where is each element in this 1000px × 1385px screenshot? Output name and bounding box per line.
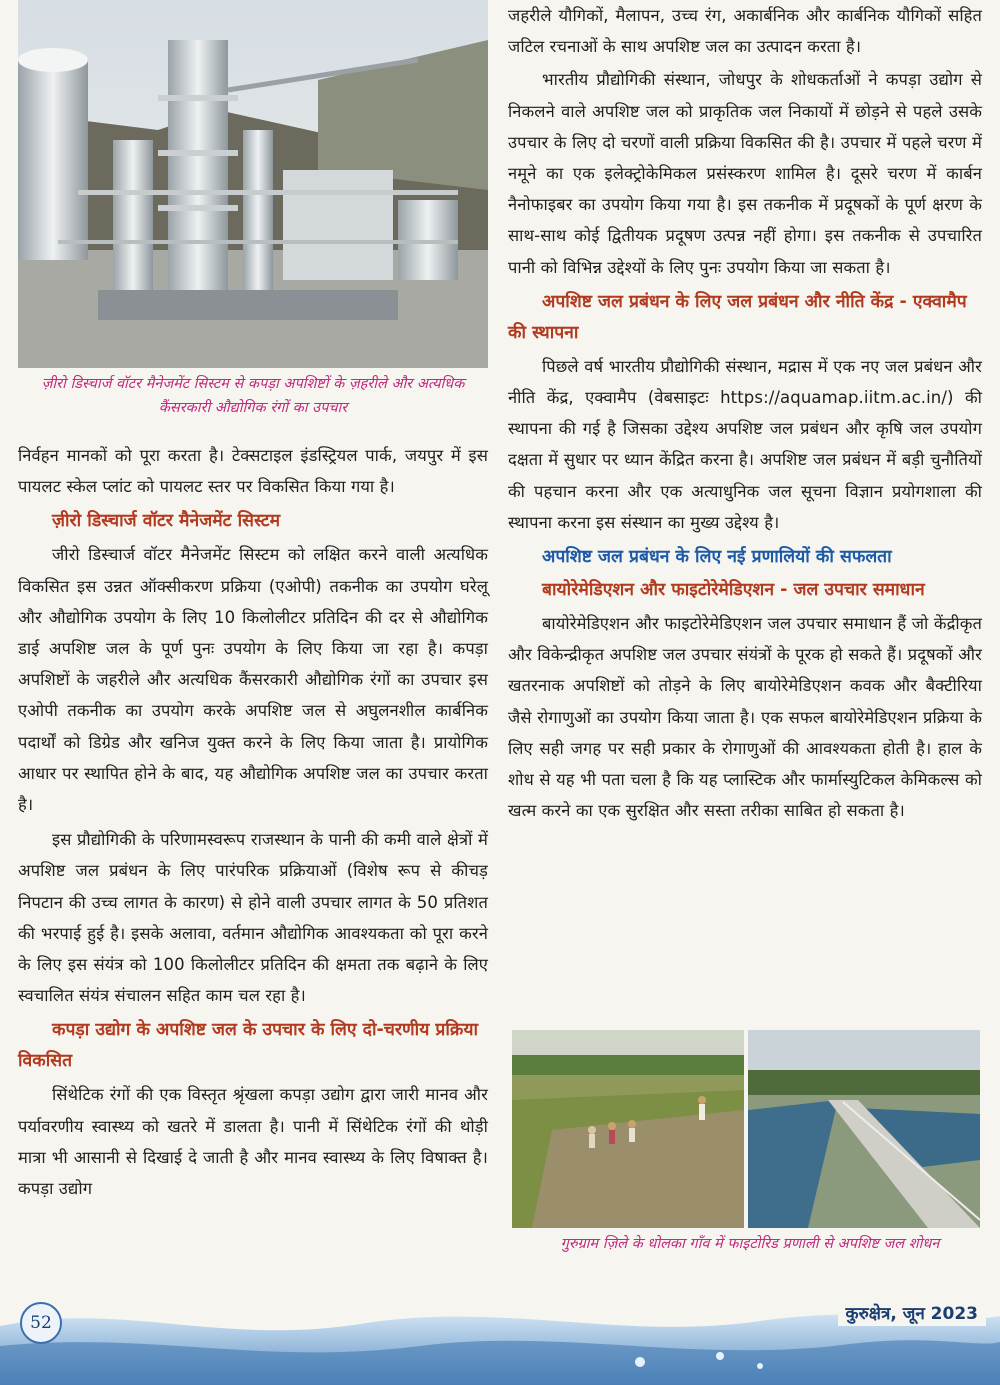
- left-paragraph-2: जीरो डिस्चार्ज वॉटर मैनेजमेंट सिस्टम को लक्षित करने वाली अत्यधिक विकसित इस उन्नत ऑक्सीकरण प्रक्रिया (एओपी) तकनीक का उपयोग घरेलू और औद्योगिक उपयोग के लिए 10 किलोलीटर प्रतिदिन की दर से औद्योगिक डाई अपशिष्ट जल के पूर्ण पुनः उपयोग के लिए किया जा रहा है। कपड़ा अपशिष्टों के जहरीले और अत्यधिक कैंसरकारी औद्योगिक रंगों का उपचार इस एओपी तकनीक का उपयोग करके अपशिष्ट जल से अघुलनशील कार्बनिक पदार्थों को डिग्रेड और खनिज युक्त करने के लिए किया जाता है। प्रायोगिक आधार पर स्थापित होने के बाद, यह औद्योगिक अपशिष्ट जल का उपचार करता है।: [18, 545, 488, 815]
- right-paragraph-1: जहरीले यौगिकों, मैलापन, उच्च रंग, अकार्बनिक और कार्बनिक यौगिकों सहित जटिल रचनाओं के साथ अपशिष्ट जल का उत्पादन करता है।: [508, 6, 982, 57]
- left-paragraph-4: सिंथेटिक रंगों की एक विस्तृत श्रृंखला कपड़ा उद्योग द्वारा जारी मानव और पर्यावरणीय स्वास्थ्य को खतरे में डालता है। पानी में सिंथेटिक रंगों की थोड़ी मात्रा भी आसानी से दिखाई दे जाती है और मानव स्वास्थ्य के लिए विषाक्त है। कपड़ा उद्योग: [18, 1085, 488, 1199]
- left-column: [18, 440, 488, 1204]
- right-paragraph-2: भारतीय प्रौद्योगिकी संस्थान, जोधपुर के शोधकर्ताओं ने कपड़ा उद्योग से निकलने वाले अपशिष्ट जल को प्राकृतिक जल निकायों में छोड़ने से पहले उसके उपचार के लिए दो चरणों वाली प्रक्रिया विकसित की है। उपचार में पहले चरण में नमूने का एक इलेक्ट्रोकेमिकल प्रसंस्करण शामिल है। दूसरे चरण में कार्बन नैनोफाइबर का उपयोग किया गया है। इस तकनीक में प्रदूषकों के पूर्ण क्षरण के साथ-साथ कोई द्वितीयक प्रदूषण उत्पन्न नहीं होगा। इस तकनीक से उपचारित पानी को विभिन्न उद्देश्यों के लिए पुनः उपयोग किया जा सकता है।: [508, 70, 982, 277]
- heading-new-systems: अपशिष्ट जल प्रबंधन के लिए नई प्रणालियों की सफलता: [542, 547, 892, 568]
- industrial-plant-photo: [18, 0, 488, 368]
- right-column: [508, 0, 982, 826]
- magazine-issue: कुरुक्षेत्र, जून 2023: [838, 1299, 986, 1326]
- pond-illustration: [748, 1030, 980, 1228]
- treatment-pond-photo: [748, 1030, 980, 1228]
- left-paragraph-3: इस प्रौद्योगिकी के परिणामस्वरूप राजस्थान के पानी की कमी वाले क्षेत्रों में अपशिष्ट जल प्रबंधन के लिए पारंपरिक प्रक्रियाओं (विशेष रूप से कीचड़ निपटान की उच्च लागत के कारण) से होने वाली उपचार लागत के 50 प्रतिशत की भरपाई हुई है। इसके अलावा, वर्तमान औद्योगिक आवश्यकता को पूरा करने के लिए इस संयंत्र को 100 किलोलीटर प्रतिदिन की क्षमता तक बढ़ाने के लिए स्वचालित संयंत्र संचालन सहित काम चल रहा है।: [18, 830, 488, 1006]
- right-paragraph-4: बायोरेमेडिएशन और फाइटोरेमेडिएशन जल उपचार समाधान हैं जो केंद्रीकृत और विकेन्द्रीकृत अपशिष्ट जल उपचार संयंत्रों के पूरक हो सकते हैं। प्रदूषकों और खतरनाक अपशिष्टों को तोड़ने के लिए बायोरेमेडिएशन कवक और बैक्टीरिया जैसे रोगाणुओं का उपयोग किया जाता है। एक सफल बायोरेमेडिएशन प्रक्रिया के लिए सही जगह पर सही प्रकार के रोगाणुओं की आवश्यकता होती है। हाल के शोध से यह भी पता चला है कि यह प्लास्टिक और फार्मास्युटिकल केमिकल्स को खत्म करने का एक सुरक्षित और सस्ता तरीका साबित हो सकता है।: [508, 614, 982, 821]
- page-number: 52: [20, 1302, 62, 1344]
- left-paragraph-1: निर्वहन मानकों को पूरा करता है। टेक्सटाइल इंडस्ट्रियल पार्क, जयपुर में इस पायलट स्केल प्लांट को पायलट स्तर पर विकसित किया गया है।: [18, 446, 488, 497]
- right-paragraph-3: पिछले वर्ष भारतीय प्रौद्योगिकी संस्थान, मद्रास में एक नए जल प्रबंधन और नीति केंद्र, एक्वामैप (वेबसाइटः https://aquamap.iitm.ac.in/) की स्थापना की गई है जिसका उद्देश्य अपशिष्ट जल प्रबंधन और कृषि जल उपयोग दक्षता में सुधार पर ध्यान केंद्रित करना है। अपशिष्ट जल प्रबंधन में बड़ी चुनौतियों की पहचान करना और एक अत्याधुनिक जल सूचना विज्ञान प्रयोगशाला की स्थापना करना इस संस्थान का मुख्य उद्देश्य है।: [508, 356, 982, 532]
- plant-photo-caption: ज़ीरो डिस्चार्ज वॉटर मैनेजमेंट सिस्टम से कपड़ा अपशिष्टों के ज़हरीले और अत्यधिक कैंसरकारी औद्योगिक रंगों का उपचार: [41, 376, 465, 416]
- phytorid-field-photo: [512, 1030, 744, 1228]
- field-illustration: [512, 1030, 744, 1228]
- heading-two-stage-process: कपड़ा उद्योग के अपशिष्ट जल के उपचार के लिए दो-चरणीय प्रक्रिया विकसित: [18, 1020, 479, 1072]
- heading-bioremediation: बायोरेमेडिएशन और फाइटोरेमेडिएशन - जल उपचार समाधान: [542, 580, 925, 601]
- heading-zero-discharge: ज़ीरो डिस्चार्ज वॉटर मैनेजमेंट सिस्टम: [52, 511, 281, 532]
- heading-aquamap: अपशिष्ट जल प्रबंधन के लिए जल प्रबंधन और नीति केंद्र - एक्वामैप की स्थापना: [508, 291, 967, 343]
- field-photo-caption: गुरुग्राम ज़िले के धोलका गाँव में फाइटोरिड प्रणाली से अपशिष्ट जल शोधन: [560, 1236, 940, 1252]
- plant-illustration: [18, 0, 488, 368]
